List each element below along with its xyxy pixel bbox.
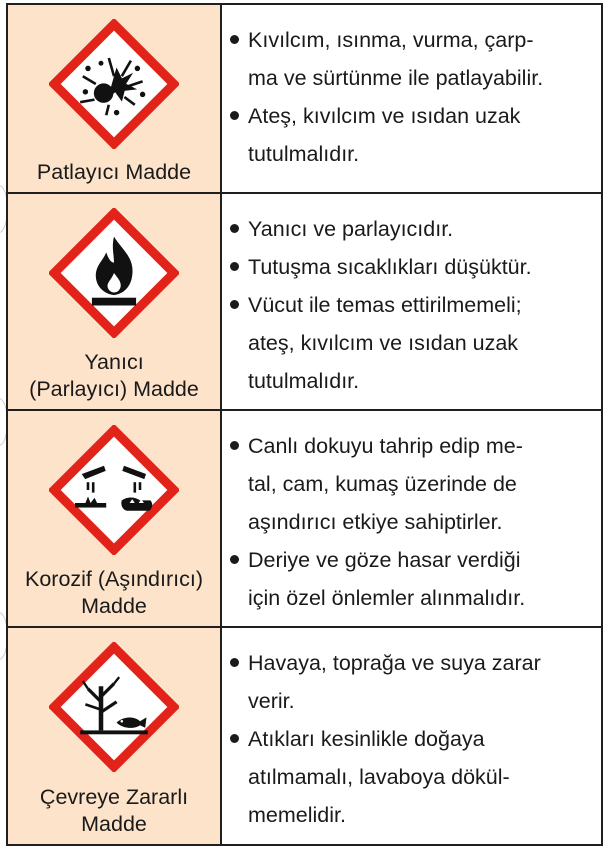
table-row — [7, 410, 602, 627]
environment-hazard-icon — [49, 642, 179, 772]
bullet-line: aşındırıcı etkiye sahiptirler. — [248, 510, 503, 534]
list-item — [248, 541, 593, 617]
hazard-label-cell — [7, 193, 221, 410]
label-line: Yanıcı — [84, 350, 144, 374]
bullet-line: için özel önlemler alınmalıdır. — [248, 586, 526, 610]
bullet-line: tal, cam, kumaş üzerinde de — [248, 472, 517, 496]
list-item — [248, 427, 593, 541]
hazard-info-cell — [221, 4, 602, 193]
hazard-label — [8, 784, 220, 838]
explosive-icon — [49, 19, 179, 149]
bullet-line: atılmamalı, lavaboya dökül- — [248, 765, 510, 789]
bullet-line: Tutuşma sıcaklıkları düşüktür. — [248, 255, 532, 279]
corrosion-icon — [49, 425, 179, 555]
hazard-label — [8, 159, 220, 186]
bullet-list — [222, 194, 601, 400]
label-line: Patlayıcı Madde — [36, 160, 192, 184]
bullet-line: Havaya, toprağa ve suya zarar — [248, 651, 541, 675]
label-line: Korozif (Aşındırıcı) — [24, 567, 203, 591]
list-item — [248, 720, 593, 834]
hazard-info-cell — [221, 627, 602, 845]
bullet-list — [222, 411, 601, 617]
bullet-line: tutulmalıdır. — [248, 369, 360, 393]
bullet-line: Vücut ile temas ettirilmemeli; — [248, 293, 522, 317]
hazard-label-cell — [7, 410, 221, 627]
hazard-label-cell — [7, 627, 221, 845]
table-row — [7, 193, 602, 410]
bullet-line: Ateş, kıvılcım ve ısıdan uzak — [248, 104, 521, 128]
bullet-line: Deriye ve göze hasar verdiği — [248, 548, 521, 572]
hazard-label-cell — [7, 4, 221, 193]
list-item — [248, 210, 593, 248]
bullet-line: Yanıcı ve parlayıcıdır. — [248, 217, 454, 241]
flame-icon — [49, 208, 179, 338]
label-line: Çevreye Zararlı — [39, 785, 189, 809]
bullet-line: tutulmalıdır. — [248, 142, 360, 166]
list-item — [248, 21, 593, 97]
list-item — [248, 248, 593, 286]
bullet-line: Canlı dokuyu tahrip edip me- — [248, 434, 523, 458]
bullet-line: ma ve sürtünme ile patlayabilir. — [248, 66, 544, 90]
label-line: (Parlayıcı) Madde — [29, 377, 199, 401]
table-row — [7, 627, 602, 845]
list-item — [248, 644, 593, 720]
bullet-line: ateş, kıvılcım ve ısıdan uzak — [248, 331, 519, 355]
bullet-line: verir. — [248, 689, 295, 713]
list-item — [248, 97, 593, 173]
bullet-line: Kıvılcım, ısınma, vurma, çarp- — [248, 28, 534, 52]
bullet-list — [222, 5, 601, 173]
bullet-list — [222, 628, 601, 834]
hazard-info-cell — [221, 410, 602, 627]
bullet-line: memelidir. — [248, 803, 346, 827]
label-line: Madde — [81, 594, 147, 618]
table-row — [7, 4, 602, 193]
hazard-label — [8, 349, 220, 403]
list-item — [248, 286, 593, 400]
hazard-table — [6, 3, 603, 846]
label-line: Madde — [81, 812, 147, 836]
bullet-line: Atıkları kesinlikle doğaya — [248, 727, 485, 751]
hazard-label — [8, 566, 220, 620]
hazard-info-cell — [221, 193, 602, 410]
